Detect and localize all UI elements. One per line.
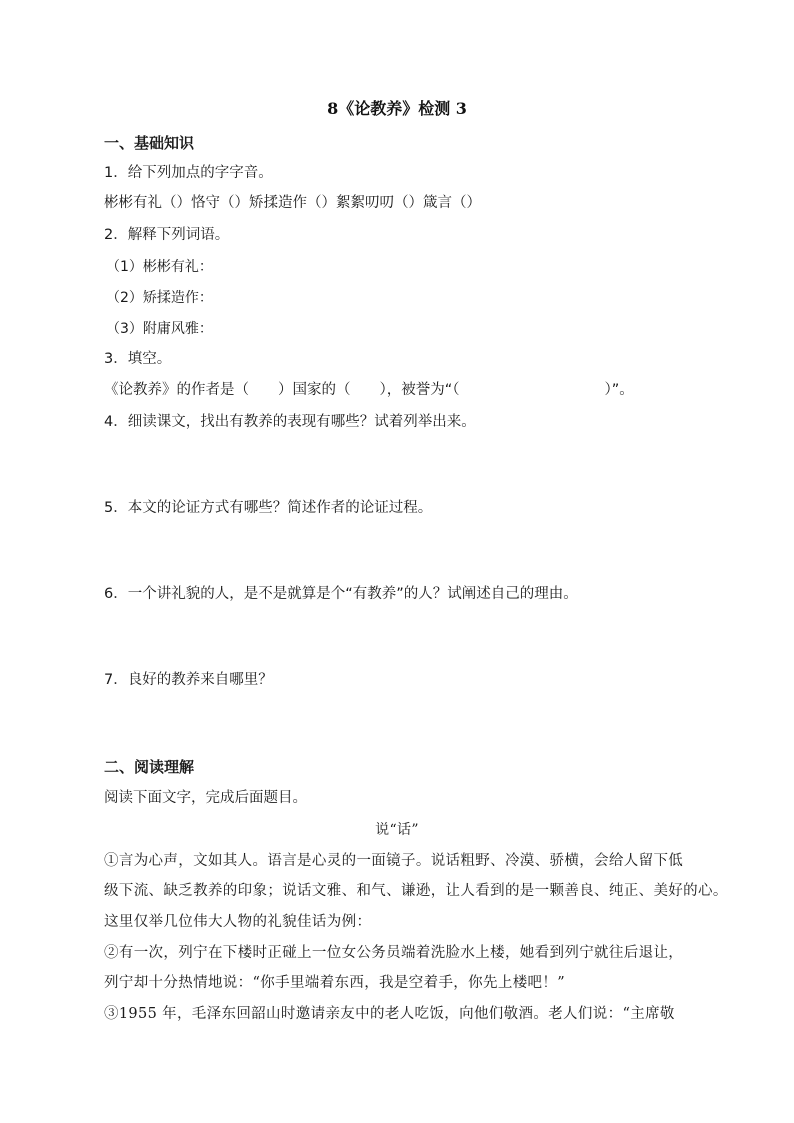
section-heading-basic-knowledge: 一、基础知识 <box>104 134 195 152</box>
page-title: 8《论教养》检测 3 <box>327 99 467 118</box>
question-2-item: （1）彬彬有礼： <box>106 259 213 275</box>
passage-line: ①言为心声，文如其人。语言是心灵的一面镜子。说话粗野、冷漠、骄横，会给人留下低 <box>104 853 684 869</box>
question-3: 3．填空。 <box>104 351 172 367</box>
passage-line: 级下流、缺乏教养的印象；说话文雅、和气、谦逊，让人看到的是一颗善良、纯正、美好的心。 <box>104 883 728 899</box>
passage-line: 这里仅举几位伟大人物的礼貌佳话为例： <box>104 914 372 930</box>
question-2: 2．解释下列词语。 <box>104 227 230 243</box>
question-2-item: （2）矫揉造作： <box>106 290 213 306</box>
question-1: 1．给下列加点的字字音。 <box>104 165 273 181</box>
passage-title: 说“话” <box>375 822 419 838</box>
passage-line: 列宁却十分热情地说：“你手里端着东西，我是空着手，你先上楼吧！” <box>104 975 566 991</box>
question-3-fill-blank: 《论教养》的作者是（ ）国家的（ ），被誉为“（ ）”。 <box>104 382 634 398</box>
section-heading-reading: 二、阅读理解 <box>104 758 195 776</box>
passage-line: ②有一次，列宁在下楼时正碰上一位女公务员端着洗脸水上楼，她看到列宁就往后退让， <box>104 945 684 961</box>
question-5: 5．本文的论证方式有哪些？简述作者的论证过程。 <box>104 500 433 516</box>
question-7: 7．良好的教养来自哪里？ <box>104 672 273 688</box>
question-6: 6．一个讲礼貌的人，是不是就算是个“有教养”的人？试阐述自己的理由。 <box>104 586 578 602</box>
passage-line: ③1955 年，毛泽东回韶山时邀请亲友中的老人吃饭，向他们敬酒。老人们说：“主席敬 <box>104 1006 675 1022</box>
question-4: 4．细读课文，找出有教养的表现有哪些？试着列举出来。 <box>104 414 476 430</box>
question-2-item: （3）附庸风雅： <box>106 321 213 337</box>
question-1-items: 彬彬有礼（）恪守（）矫揉造作（）絮絮叨叨（）箴言（） <box>104 195 481 211</box>
reading-instruction: 阅读下面文字，完成后面题目。 <box>104 790 307 806</box>
